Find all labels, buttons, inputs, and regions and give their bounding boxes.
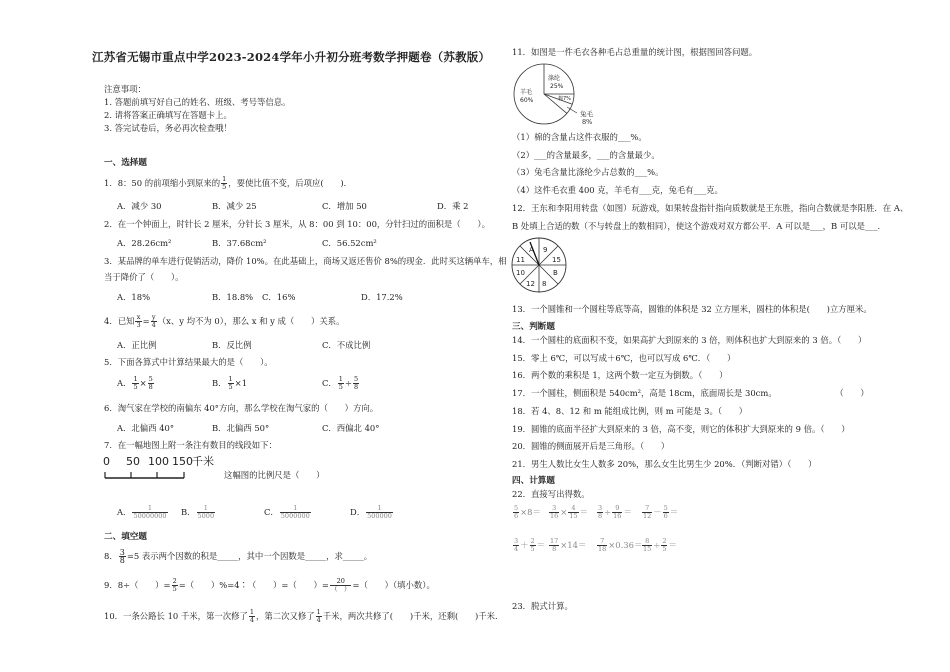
denominator: 5: [228, 383, 233, 391]
option-c: [322, 376, 360, 391]
q11-sub: （2）___的含量最多，___的含量最少。: [512, 150, 660, 160]
denominator: （ ）: [330, 585, 351, 593]
option-d: D．17.2%: [361, 292, 403, 302]
option-label: A．: [117, 378, 132, 388]
calc-item: [512, 505, 541, 520]
numerator: 1: [280, 505, 311, 513]
denominator: 5: [172, 585, 177, 593]
option-a: A．减少 30: [117, 201, 162, 211]
fraction: [228, 376, 234, 391]
question-12: 12．王东和李阳用转盘（如图）玩游戏，如果转盘指针指向质数就是王东胜，指向合数就是李阳胜．在 A、: [512, 203, 909, 213]
question-11: 11．如图是一件毛衣各种毛占总重量的统计图，根据图回答问题。: [512, 47, 758, 57]
numerator: 9: [612, 505, 622, 513]
section-judge: 三、判断题: [512, 322, 555, 332]
wheel-label: 12: [526, 280, 535, 288]
fraction: [661, 538, 667, 553]
fraction: [151, 314, 157, 329]
numerator: 3: [598, 504, 603, 512]
denominator: 8: [552, 545, 557, 553]
fraction: [132, 376, 138, 391]
equals: ＝: [669, 507, 679, 517]
q8-text: =5 表示两个因数的积是_____，其中一个因数是_____，求_____。: [126, 551, 373, 561]
question-2: 2．在一个钟面上，时针长 2 厘米，分针长 3 厘米，从 8：00 到 10：00，分针扫过的面积是（ ）。: [104, 219, 490, 229]
option-b: B．18.8%: [212, 292, 254, 302]
fraction: [513, 505, 519, 520]
denominator: 5: [662, 545, 667, 553]
question-10: [104, 609, 498, 624]
denominator: 5000: [197, 512, 215, 520]
calc-item: [512, 538, 545, 553]
numerator: 8: [642, 538, 652, 546]
question-7: 7．在一幅地图上附一条注有数目的线段如下：: [104, 440, 277, 450]
option-a: A．正比例: [117, 340, 157, 350]
denominator: 15: [569, 512, 578, 520]
question-14: 14．一个圆柱的底面积不变，如果高扩大到原来的 3 倍，则体积也扩大到原来的 3 倍。（ ）: [512, 335, 867, 345]
option-a: [117, 376, 155, 391]
pie-value-wool: 60%: [520, 97, 534, 104]
numerator: 17: [550, 537, 559, 545]
wheel-label: 11: [516, 256, 525, 264]
calc-item: [548, 505, 588, 520]
question-4: [104, 314, 345, 329]
denominator: 16: [550, 512, 559, 520]
option-d: D．乘 2: [437, 201, 469, 211]
option-b: [212, 376, 247, 391]
wheel-label: 8: [542, 280, 547, 288]
note-item: 2. 请将答案正确填写在答题卡上。: [104, 110, 232, 120]
page-title: 江苏省无锡市重点中学2023-2024学年小升初分班考数学押题卷（苏教版）: [92, 50, 491, 64]
fraction: [338, 376, 344, 391]
fraction: [249, 609, 255, 624]
denominator: 18: [598, 545, 607, 553]
q11-sub: （1）棉的含量占这件衣服的___%。: [512, 132, 647, 142]
fraction: [642, 538, 652, 553]
ruler-label: 0: [103, 455, 110, 468]
q8-number: 8．: [104, 551, 118, 561]
fraction: [612, 505, 622, 520]
numerator: 1: [132, 505, 167, 513]
fraction: [549, 538, 559, 553]
calc-item: [596, 538, 642, 553]
option-c: C．西偏北 40°: [322, 423, 380, 433]
denominator: 6: [663, 512, 668, 520]
numerator: 2: [662, 537, 667, 545]
denominator: 8: [598, 512, 603, 520]
operator: ÷: [344, 378, 352, 388]
denominator: 5: [222, 183, 227, 191]
fraction: [172, 578, 178, 593]
q11-sub: （4）这件毛衣重 400 克，羊毛有___克，兔毛有___克。: [512, 185, 723, 195]
fraction: [316, 609, 322, 624]
fraction: [330, 578, 352, 593]
numerator: 1: [316, 608, 321, 616]
wheel-label: 10: [516, 269, 525, 277]
question-8: [104, 549, 372, 564]
numerator: 1: [133, 375, 138, 383]
option-a: A．18%: [117, 292, 151, 302]
operator: －: [653, 507, 662, 517]
section-fill: 二、填空题: [104, 532, 147, 542]
option-a: [117, 505, 169, 520]
numerator: 2: [530, 537, 535, 545]
question-16: 16．两个数的乘积是 1，这两个数一定互为倒数。（ ）: [512, 370, 728, 380]
numerator: 1: [249, 608, 255, 616]
option-b: B．37.68cm²: [212, 238, 267, 248]
fraction: [280, 505, 311, 520]
denominator: 5: [338, 383, 343, 391]
fraction: [568, 505, 578, 520]
option-c: C．16%: [262, 292, 296, 302]
numerator: 7: [642, 505, 652, 513]
pie-label-wool: 羊毛: [520, 89, 533, 96]
operator: ÷: [604, 507, 612, 517]
denominator: 3: [136, 321, 141, 329]
wheel-label: A: [529, 246, 534, 254]
numerator: 5: [353, 375, 359, 383]
option-b: B．减少 25: [212, 201, 257, 211]
fraction: [197, 505, 216, 520]
equals: ＝: [579, 507, 588, 517]
question-3: 3．某品牌的单车进行促销活动，降价 10%。在此基础上，商场又返还售价 8%的现金．此时买这辆单车，相: [104, 256, 507, 266]
q4-text: 4．已知: [104, 316, 135, 326]
question-21: 21．男生人数比女生人数多 20%，那么女生比男生少 20%．（判断对错）（ ）: [512, 459, 817, 469]
denominator: 5: [133, 383, 138, 391]
option-label: D．: [350, 507, 366, 517]
option-a: A．28.26cm²: [117, 238, 172, 248]
question-9: [104, 578, 435, 593]
option-a: A．北偏西 40°: [117, 423, 175, 433]
fraction: [597, 505, 603, 520]
option-label: B．: [212, 378, 227, 388]
option-c: C．增加 50: [322, 201, 367, 211]
calc-item: [548, 538, 586, 553]
q10-text: 10．一条公路长 10 千米，第一次修了: [104, 611, 248, 621]
pie-value-rabbit: 8%: [582, 118, 593, 126]
question-6: 6．淘气家在学校的南偏东 40°方向，那么学校在淘气家的（ ）方向。: [104, 403, 379, 413]
equals: =: [142, 316, 150, 326]
notes-heading: 注意事项：: [104, 84, 146, 94]
option-b: B．反比例: [212, 340, 252, 350]
question-20: 20．圆锥的侧面展开后是三角形。（ ）: [512, 441, 670, 451]
option-c: [264, 505, 312, 520]
denominator: 4: [151, 321, 156, 329]
option-b: [181, 505, 216, 520]
numerator: 5: [148, 375, 153, 383]
wheel-label: B: [553, 269, 558, 277]
option-b: B．北偏西 50°: [212, 423, 270, 433]
denominator: 8: [353, 383, 359, 391]
fraction: [642, 505, 652, 520]
q4-text: （x、y 均不为 0），那么 x 和 y 成（ ）关系。: [157, 316, 345, 326]
wheel-label: 9: [543, 246, 548, 254]
question-19: 19．圆锥的底面半径扩大到原来的 3 倍，高不变，则它的体积扩大到原来的 9 倍。（ ）: [512, 424, 850, 434]
numerator: 4: [568, 505, 578, 513]
option-c: C．不成比例: [322, 340, 371, 350]
operator: ×8＝: [520, 507, 541, 517]
fraction: [549, 505, 559, 520]
q1-text: 1．8：50 的前项缩小到原来的: [104, 178, 221, 188]
scale-question: 这幅图的比例尺是（ ）: [224, 470, 325, 480]
question-15: 15．零上 6℃，可以写成＋6℃，也可以写成 6℃．（ ）: [512, 353, 736, 363]
ruler-label: 千米: [192, 455, 214, 468]
numerator: 3: [514, 537, 519, 545]
operator: ×14＝: [560, 540, 587, 550]
fraction: [513, 538, 519, 553]
q9-text: =（ ）%=4∶（ ）=（ ）=: [178, 580, 329, 590]
q11-sub: （3）兔毛含量比涤纶少占总数的___%。: [512, 167, 664, 177]
numerator: 20: [330, 578, 352, 586]
question-5: 5．下面各算式中计算结果最大的是（ ）。: [104, 357, 273, 367]
fraction: [135, 314, 141, 329]
equals: ＝: [623, 507, 632, 517]
question-12-cont: B 处填上合适的数（不与转盘上的数相同），使这个游戏对双方都公平．A 可以是___，B 可以是___.: [512, 221, 881, 231]
option-label: B．: [181, 507, 196, 517]
note-item: 1. 答题前填写好自己的姓名、班级、考号等信息。: [104, 97, 291, 107]
numerator: 1: [228, 375, 233, 383]
numerator: 5: [514, 504, 519, 512]
numerator: 1: [338, 375, 343, 383]
fraction: [530, 538, 536, 553]
numerator: 3: [119, 548, 125, 557]
question-22: 22．直接写出得数。: [512, 489, 590, 499]
fraction: [119, 549, 126, 564]
fraction: [148, 376, 154, 391]
numerator: 1: [222, 175, 227, 183]
spinner-wheel: [510, 236, 568, 294]
operator: ×: [139, 378, 147, 388]
option-c: C．56.52cm²: [322, 238, 377, 248]
pie-value-polyester: 25%: [550, 83, 564, 90]
scale-ruler: [100, 468, 200, 482]
operator: ×0.36＝: [608, 540, 643, 550]
fraction: [221, 176, 227, 191]
pie-label-polyester: 涤纶: [548, 75, 561, 82]
denominator: 4: [249, 616, 255, 624]
denominator: 5000000: [280, 512, 310, 520]
denominator: 4: [316, 616, 321, 624]
calc-item: [641, 538, 677, 553]
denominator: 50000000: [133, 512, 167, 520]
equals: ＝: [668, 540, 677, 550]
denominator: 5: [530, 545, 535, 553]
numerator: 1: [197, 505, 216, 513]
numerator: 7: [597, 538, 607, 546]
q9-text: =（ ）（填小数）。: [352, 580, 435, 590]
question-17: 17．一个圆柱，侧面积是 540cm²，高是 18cm，底面周长是 30cm。 （ ）: [512, 388, 869, 398]
section-calc: 四、计算题: [512, 476, 555, 486]
fraction: [353, 376, 359, 391]
numerator: y: [151, 313, 156, 321]
option-d: [350, 505, 394, 520]
option-label: A．: [117, 507, 132, 517]
denominator: 8: [148, 383, 153, 391]
equals: ＝: [536, 540, 546, 550]
fraction: [663, 505, 669, 520]
option-label: C．: [322, 378, 337, 388]
calc-item: [641, 505, 678, 520]
fraction: [597, 538, 607, 553]
wheel-label: 15: [552, 256, 561, 264]
q9-text: 9．8÷（ ）=: [104, 580, 171, 590]
question-3-cont: 当于降价了（ ）。: [104, 272, 184, 282]
denominator: 6: [514, 512, 519, 520]
note-item: 3. 答完试卷后，务必再次检查哦！: [104, 123, 232, 133]
q1-text: ，要使比值不变，后项应( )．: [228, 178, 353, 188]
operator: ÷: [653, 540, 661, 550]
operator: ＋: [520, 540, 529, 550]
numerator: 3: [549, 505, 559, 513]
section-choice: 一、选择题: [104, 158, 147, 168]
pie-label-rabbit: 兔毛: [580, 110, 593, 118]
question-18: 18．若 4、8、12 和 m 能组成比例，则 m 可能是 3。（ ）: [512, 406, 748, 416]
question-23: 23．脱式计算。: [512, 601, 573, 611]
numerator: 1: [366, 505, 393, 513]
denominator: 15: [643, 545, 652, 553]
pie-label-cotton: 棉7%: [558, 96, 571, 102]
pie-chart: [510, 60, 580, 128]
ruler-label: 150: [172, 455, 193, 468]
q10-text: 千米，两次共修了( )千米，还剩( )千米.: [322, 611, 498, 621]
denominator: 12: [643, 512, 652, 520]
denominator: 4: [514, 545, 519, 553]
question-13: 13．一个圆锥和一个圆柱等底等高，圆锥的体积是 32 立方厘米，圆柱的体积是( )立方厘米。: [512, 304, 872, 314]
fraction: [132, 505, 167, 520]
ruler-label: 50: [126, 455, 140, 468]
numerator: 2: [172, 577, 177, 585]
denominator: 500000: [367, 512, 392, 520]
ruler-label: 100: [148, 455, 169, 468]
question-1: [104, 176, 352, 191]
numerator: x: [136, 313, 141, 321]
q10-text: ，第二次又修了: [256, 611, 315, 621]
fraction: [366, 505, 393, 520]
denominator: 16: [613, 512, 622, 520]
calc-item: [596, 505, 632, 520]
numerator: 5: [663, 504, 668, 512]
operator: ×: [560, 507, 568, 517]
option-label: C．: [264, 507, 279, 517]
operator: ×1: [234, 378, 248, 388]
denominator: 8: [119, 556, 125, 565]
